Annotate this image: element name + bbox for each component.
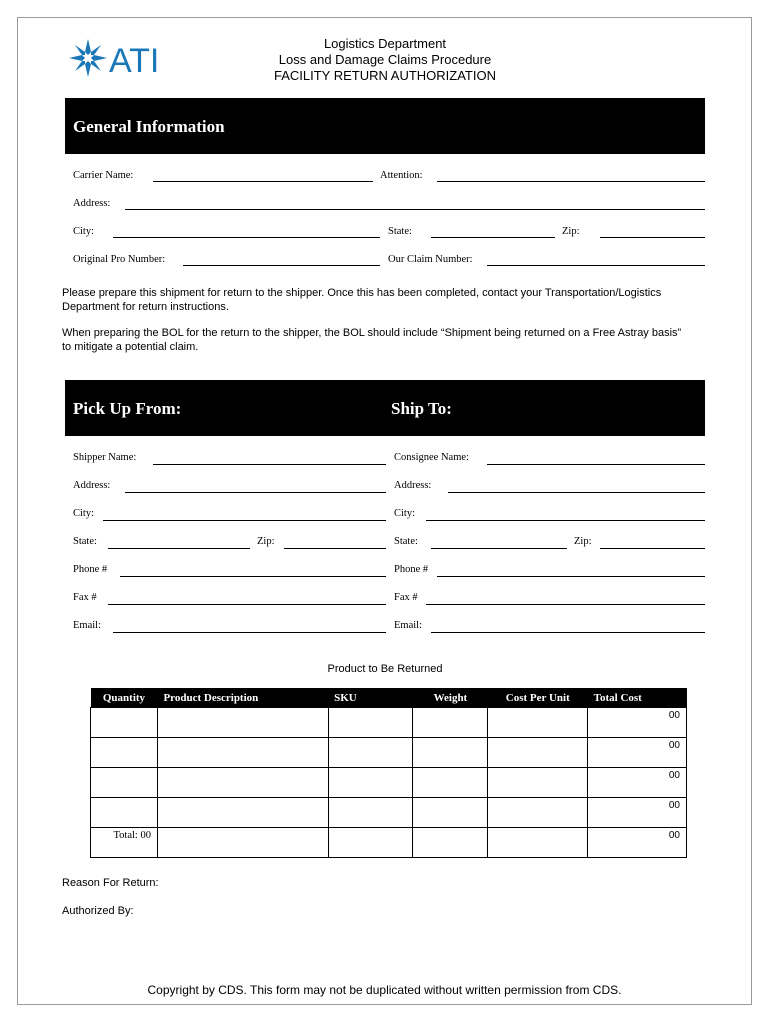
pickup-phone-field[interactable] [120,576,386,577]
pickup-address-label: Address: [73,480,111,491]
shipto-fax-label: Fax # [394,592,418,603]
weight-cell[interactable] [413,708,488,738]
table-row [91,708,687,738]
table-row [91,738,687,768]
shipto-address-label: Address: [394,480,432,491]
products-title: Product to Be Returned [327,663,443,675]
col-quantity: Quantity [91,688,158,708]
pickup-fax-label: Fax # [73,592,97,603]
shipper-name-field[interactable] [153,464,386,465]
sku-cell[interactable] [328,738,413,768]
ati-star-icon [68,36,168,80]
totals-row [91,828,687,858]
shipto-zip-label: Zip: [574,536,592,547]
cost-per-unit-cell[interactable] [488,708,588,738]
sku-cell[interactable] [328,708,413,738]
pickup-address-field[interactable] [125,492,386,493]
total-cost-cell[interactable]: 00 [588,738,687,768]
original-pro-label: Original Pro Number: [73,254,166,265]
general-info-title: General Information [73,117,225,136]
pickup-email-field[interactable] [113,632,386,633]
pickup-shipto-header [65,380,705,436]
col-total-cost: Total Cost [588,688,687,708]
shipto-title: Ship To: [391,399,452,418]
attention-label: Attention: [380,170,423,181]
table-row [91,798,687,828]
zip-field[interactable] [600,237,705,238]
quantity-cell[interactable] [91,768,158,798]
shipper-name-label: Shipper Name: [73,452,137,463]
total-cost-cell[interactable]: 00 [588,768,687,798]
total-label: Total: [113,830,138,841]
shipto-city-field[interactable] [426,520,705,521]
authorized-by-label: Authorized By: [62,905,134,917]
state-field[interactable] [431,237,555,238]
address-label: Address: [73,198,111,209]
empty-cell [328,828,413,858]
weight-cell[interactable] [413,768,488,798]
shipto-state-field[interactable] [431,548,567,549]
department-title: Logistics Department [323,36,447,51]
shipto-email-field[interactable] [431,632,705,633]
description-cell[interactable] [157,738,328,768]
pickup-zip-label: Zip: [257,536,275,547]
quantity-cell[interactable] [91,738,158,768]
col-weight: Weight [413,688,488,708]
shipto-phone-field[interactable] [437,576,705,577]
form-title: FACILITY RETURN AUTHORIZATION [274,68,496,83]
products-header-row [91,688,687,708]
weight-cell[interactable] [413,738,488,768]
cost-per-unit-cell[interactable] [488,768,588,798]
carrier-name-label: Carrier Name: [73,170,134,181]
shipto-city-label: City: [394,508,416,519]
attention-field[interactable] [437,181,705,182]
city-field[interactable] [113,237,380,238]
total-cost-cell[interactable]: 00 [588,798,687,828]
total-quantity-value: 00 [140,830,151,841]
quantity-cell[interactable] [91,708,158,738]
shipto-fax-field[interactable] [426,604,705,605]
total-quantity-cell [91,828,158,858]
quantity-cell[interactable] [91,798,158,828]
copyright-notice: Copyright by CDS. This form may not be duplicated without written permission from CDS. [147,983,622,997]
logo-text: ATI [109,42,160,80]
general-info-header [65,98,705,154]
original-pro-field[interactable] [183,265,380,266]
weight-cell[interactable] [413,798,488,828]
claim-number-field[interactable] [487,265,705,266]
consignee-name-field[interactable] [487,464,705,465]
address-field[interactable] [125,209,705,210]
carrier-name-field[interactable] [153,181,373,182]
shipto-phone-label: Phone # [394,564,429,575]
pickup-zip-field[interactable] [284,548,386,549]
col-cost-per-unit: Cost Per Unit [488,688,588,708]
reason-for-return-label: Reason For Return: [62,877,159,889]
empty-cell [413,828,488,858]
city-label: City: [73,226,95,237]
pickup-email-label: Email: [73,620,101,631]
total-cost-cell[interactable]: 00 [588,708,687,738]
col-product-description: Product Description [157,688,328,708]
pickup-city-field[interactable] [103,520,386,521]
sku-cell[interactable] [328,768,413,798]
zip-label: Zip: [562,226,580,237]
sku-cell[interactable] [328,798,413,828]
cost-per-unit-cell[interactable] [488,738,588,768]
grand-total-cell: 00 [588,828,687,858]
empty-cell [488,828,588,858]
shipto-state-label: State: [394,536,418,547]
state-label: State: [388,226,412,237]
shipto-zip-field[interactable] [600,548,705,549]
procedure-title: Loss and Damage Claims Procedure [278,52,492,67]
ati-logo [68,36,168,80]
cost-per-unit-cell[interactable] [488,798,588,828]
consignee-name-label: Consignee Name: [394,452,469,463]
description-cell[interactable] [157,768,328,798]
col-sku: SKU [328,688,413,708]
shipto-email-label: Email: [394,620,422,631]
pickup-title: Pick Up From: [73,399,182,418]
pickup-fax-field[interactable] [108,604,386,605]
pickup-city-label: City: [73,508,95,519]
instructions-paragraph-1: Please prepare this shipment for return to the shipper. Once this has been completed, contact your Transportation/Logistics Department for return instructions. [62,287,662,313]
pickup-phone-label: Phone # [73,564,108,575]
claim-number-label: Our Claim Number: [388,254,473,265]
products-table [90,688,687,858]
table-row [91,768,687,798]
instructions-paragraph-2: When preparing the BOL for the return to the shipper, the BOL should include “Shipment being returned on a Free Astray basis” to mitigate a potential claim. [62,327,682,353]
description-cell[interactable] [157,798,328,828]
empty-cell [157,828,328,858]
pickup-state-field[interactable] [108,548,250,549]
shipto-address-field[interactable] [448,492,705,493]
description-cell[interactable] [157,708,328,738]
pickup-state-label: State: [73,536,97,547]
